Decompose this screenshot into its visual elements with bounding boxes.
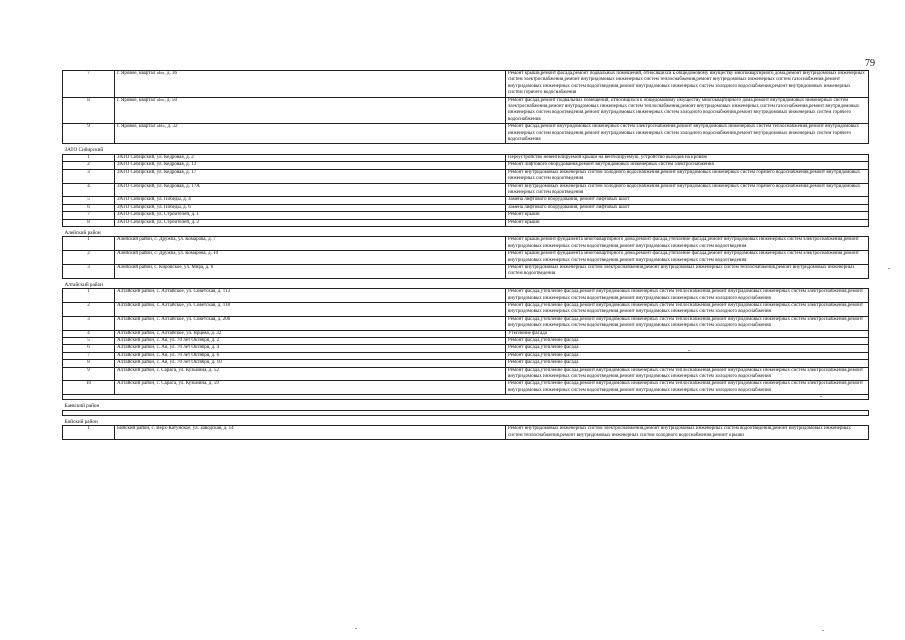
section-title: Баевский район: [63, 400, 869, 410]
work-types-cell: Ремонт фасада,утепление фасада,ремонт внутридомовых инженерных систем теплоснабжения,ремонт внутридомовых инженерных систем электроснабжения,ремонт внутридомовых инженерных систем водоотведения,ремонт внутридомовых инженерных систем холодного водоснабжения: [506, 316, 869, 330]
work-types-cell: Ремонт фасада,утепление фасада: [506, 352, 869, 359]
table-row: [63, 338, 869, 345]
row-number-cell: 4: [63, 183, 115, 197]
work-types-cell: Ремонт фасада,утепление фасада: [506, 338, 869, 345]
work-types-cell: Ремонт лифтового оборудования,ремонт внутридомовых инженерных систем электроснабжения: [506, 162, 869, 169]
row-number-cell: 3: [63, 264, 115, 278]
address-cell: ЗАТО Сибирский, ул. Кедровая, д. 13: [115, 162, 506, 169]
row-number-cell: 1: [63, 237, 115, 251]
address-cell: ЗАТО Сибирский, ул. Строителей, д. 1: [115, 212, 506, 219]
table-row: [63, 289, 869, 303]
address-cell: Алтайский район, с. Алтайское, ул. Советская, д. 113: [115, 289, 506, 303]
row-number-cell: 10: [63, 381, 115, 395]
table-row: [63, 237, 869, 251]
row-number-cell: 4: [63, 330, 115, 337]
work-types-cell: Ремонт фасада,утепление фасада: [506, 360, 869, 367]
row-number-cell: 9: [63, 124, 115, 144]
table-row: [63, 97, 869, 124]
address-cell: Алтайский район, с. Ая, ул. 70 лет Октября, д. 2: [115, 338, 506, 345]
address-cell: ЗАТО Сибирский, ул. Победы, д. 4: [115, 197, 506, 204]
work-types-cell: Переустройство невентилируемой крыши на вентилируемую, устройство выходов на кровлю: [506, 154, 869, 161]
work-types-cell: Ремонт крыши,ремонт фасада,ремонт подвальных помещений, относящихся к общедомовому имуществу многоквартирного дома,ремонт внутридомовых инженерных систем электроснабжения,ремонт внутридомовых инженерных систем теплоснабжения,ремонт внутридомовых инженерных систем газоснабжения,ремонт внутридомовых инженерных систем водоотведения,ремонт внутридомовых инженерных систем холодного водоснабжения,ремонт внутридомовых инженерных систем горячего водоснабжения: [506, 71, 869, 98]
section-title: ЗАТО Сибирский: [63, 144, 869, 154]
section-header-row: [63, 400, 869, 410]
work-types-cell: Ремонт внутридомовых инженерных систем электроснабжения,ремонт внутридомовых инженерных систем теплоснабжения,ремонт внутридомовых инженерных систем водоотведения: [506, 264, 869, 278]
table-row: [63, 316, 869, 330]
row-number-cell: 2: [63, 251, 115, 265]
table-row: [63, 169, 869, 183]
address-cell: Алтайский район, с. Ая, ул. 70 лет Октября, д. 6: [115, 352, 506, 359]
work-types-cell: Ремонт внутридомовых инженерных систем электроснабжения,ремонт внутридомовых инженерных систем водоотведения,ремонт внутридомовых инженерных систем теплоснабжения,ремонт внутридомовых инженерных систем холодного водоснабжения,ремонт крыши: [506, 426, 869, 440]
table-row: [63, 367, 869, 381]
address-cell: ЗАТО Сибирский, ул. Победы, д. 6: [115, 204, 506, 211]
table-row: [63, 154, 869, 161]
row-number-cell: 2: [63, 162, 115, 169]
address-cell: Алейский район, с. Дружба, ул. Комарова, д. 7: [115, 237, 506, 251]
row-number-cell: 8: [63, 97, 115, 124]
table-row: [63, 219, 869, 226]
section-title: Алейский район: [63, 226, 869, 236]
work-types-cell: Ремонт фасада,утепление фасада,ремонт внутридомовых инженерных систем теплоснабжения,ремонт внутридомовых инженерных систем электроснабжения,ремонт внутридомовых инженерных систем водоотведения,ремонт внутридомовых инженерных систем холодного водоснабжения: [506, 303, 869, 317]
table-row: [63, 212, 869, 219]
address-cell: Алейский район, с. Дружба, ул. Комарова, д. 10: [115, 251, 506, 265]
work-types-cell: Утепление фасада: [506, 330, 869, 337]
address-cell: г. Яровое, квартал «Б», д. 50: [115, 97, 506, 124]
row-number-cell: 7: [63, 71, 115, 98]
work-types-cell: Замена лифтового оборудования, ремонт лифтовых шахт: [506, 197, 869, 204]
table-row: [63, 251, 869, 265]
row-number-cell: 7: [63, 352, 115, 359]
table-row: [63, 124, 869, 144]
work-types-cell: Ремонт фасада,утепление фасада,ремонт внутридомовых инженерных систем теплоснабжения,ремонт внутридомовых инженерных систем электроснабжения,ремонт внутридомовых инженерных систем водоотведения,ремонт внутридомовых инженерных систем холодного водоснабжения: [506, 381, 869, 395]
row-number-cell: 8: [63, 360, 115, 367]
table-row: [63, 204, 869, 211]
row-number-cell: 6: [63, 345, 115, 352]
work-types-cell: Ремонт внутридомовых инженерных систем холодного водоснабжения,ремонт внутридомовых инженерных систем горячего водоснабжения,ремонт внутридомовых инженерных систем водоотведения: [506, 183, 869, 197]
row-number-cell: 7: [63, 212, 115, 219]
address-cell: Алейский район, с. Кировское, ул. Мира, д. 6: [115, 264, 506, 278]
section-title: Алтайский район: [63, 278, 869, 288]
address-cell: Алтайский район, с. Алтайское, ул. Советская, д. 118: [115, 303, 506, 317]
work-types-cell: Ремонт фасада,утепление фасада: [506, 345, 869, 352]
address-cell: ЗАТО Сибирский, ул. Кедровая, д. 17: [115, 169, 506, 183]
row-number-cell: 2: [63, 303, 115, 317]
table-row: [63, 426, 869, 440]
repair-program-table: [62, 70, 869, 440]
work-types-cell: Ремонт внутридомовых инженерных систем холодного водоснабжения,ремонт внутридомовых инженерных систем горячего водоснабжения,ремонт внутридомовых инженерных систем водоотведения: [506, 169, 869, 183]
row-number-cell: 9: [63, 367, 115, 381]
row-number-cell: 1: [63, 154, 115, 161]
section-title: Бийский район: [63, 415, 869, 425]
table-row: [63, 303, 869, 317]
address-cell: Алтайский район, с. Сараса, ул. Кузьмина, д. 52: [115, 367, 506, 381]
address-cell: г. Яровое, квартал «Б», д. 36: [115, 71, 506, 98]
table-row: [63, 71, 869, 98]
row-number-cell: 8: [63, 219, 115, 226]
row-number-cell: 5: [63, 197, 115, 204]
table-row: [63, 352, 869, 359]
table-row: [63, 183, 869, 197]
row-number-cell: 1: [63, 426, 115, 440]
work-types-cell: Ремонт фасада,утепление фасада,ремонт внутридомовых инженерных систем теплоснабжения,ремонт внутридомовых инженерных систем электроснабжения,ремонт внутридомовых инженерных систем водоотведения,ремонт внутридомовых инженерных систем холодного водоснабжения: [506, 289, 869, 303]
work-types-cell: Ремонт крыши: [506, 219, 869, 226]
section-header-row: [63, 278, 869, 288]
work-types-cell: Замена лифтового оборудования, ремонт лифтовых шахт: [506, 204, 869, 211]
row-number-cell: 1: [63, 289, 115, 303]
section-header-row: [63, 144, 869, 154]
address-cell: Бийский район, с. Верх-Катунское, ул. Заводская, д. 14: [115, 426, 506, 440]
table-row: [63, 360, 869, 367]
row-number-cell: 6: [63, 204, 115, 211]
work-types-cell: Ремонт крыши: [506, 212, 869, 219]
address-cell: Алтайский район, с. Ая, ул. 70 лет Октября, д. 4: [115, 345, 506, 352]
row-number-cell: 3: [63, 316, 115, 330]
work-types-cell: Ремонт крыши,ремонт фундамента многоквартирного дома,ремонт фасада,утепление фасада,ремонт внутридомовых инженерных систем электроснабжения,ремонт внутридомовых инженерных систем водоотведения,ремонт внутридомовых инженерных систем водоотведения: [506, 251, 869, 265]
section-header-row: [63, 226, 869, 236]
address-cell: г. Яровое, квартал «В», д. 32: [115, 124, 506, 144]
table-body: [63, 71, 869, 440]
address-cell: ЗАТО Сибирский, ул. Кедровая, д. 2: [115, 154, 506, 161]
table-row: [63, 330, 869, 337]
table-row: [63, 264, 869, 278]
address-cell: ЗАТО Сибирский, ул. Кедровая, д. 17А: [115, 183, 506, 197]
work-types-cell: Ремонт фасада,ремонт внутридомовых инженерных систем электроснабжения,ремонт внутридомовых инженерных систем теплоснабжения,ремонт внутридомовых инженерных систем водоотведения,ремонт внутридомовых инженерных систем холодного водоснабжения,ремонт внутридомовых инженерных систем горячего водоснабжения: [506, 124, 869, 144]
address-cell: Алтайский район, с. Алтайское, ул. Советская, д. 200: [115, 316, 506, 330]
work-types-cell: Ремонт крыши,ремонт фундамента многоквартирного дома,ремонт фасада,утепление фасада,ремонт внутридомовых инженерных систем электроснабжения,ремонт внутридомовых инженерных систем водоотведения,ремонт внутридомовых инженерных систем водоотведения: [506, 237, 869, 251]
address-cell: Алтайский район, с. Сараса, ул. Кузьмина, д. 59: [115, 381, 506, 395]
row-number-cell: 3: [63, 169, 115, 183]
address-cell: Алтайский район, с. Алтайское, ул. Ярцева, д. 32: [115, 330, 506, 337]
address-cell: Алтайский район, с. Ая, ул. 70 лет Октября, д. 10: [115, 360, 506, 367]
table-row: [63, 345, 869, 352]
address-cell: ЗАТО Сибирский, ул. Строителей, д. 2: [115, 219, 506, 226]
work-types-cell: Ремонт фасада,ремонт подвальных помещений, относящихся к общедомовому имуществу многоквартирного дома,ремонт внутридомовых инженерных систем электроснабжения,ремонт внутридомовых инженерных систем теплоснабжения,ремонт внутридомовых инженерных систем газоснабжения,ремонт внутридомовых инженерных систем водоотведения,ремонт внутридомовых инженерных систем холодного водоснабжения,ремонт внутридомовых инженерных систем горячего водоснабжения: [506, 97, 869, 124]
row-number-cell: 5: [63, 338, 115, 345]
work-types-cell: Ремонт фасада,утепление фасада,ремонт внутридомовых инженерных систем теплоснабжения,ремонт внутридомовых инженерных систем электроснабжения,ремонт внутридомовых инженерных систем водоотведения,ремонт внутридомовых инженерных систем холодного водоснабжения: [506, 367, 869, 381]
section-header-row: [63, 415, 869, 425]
page-number: 79: [865, 58, 875, 69]
table-row: [63, 197, 869, 204]
table-row: [63, 162, 869, 169]
table-row: [63, 381, 869, 395]
